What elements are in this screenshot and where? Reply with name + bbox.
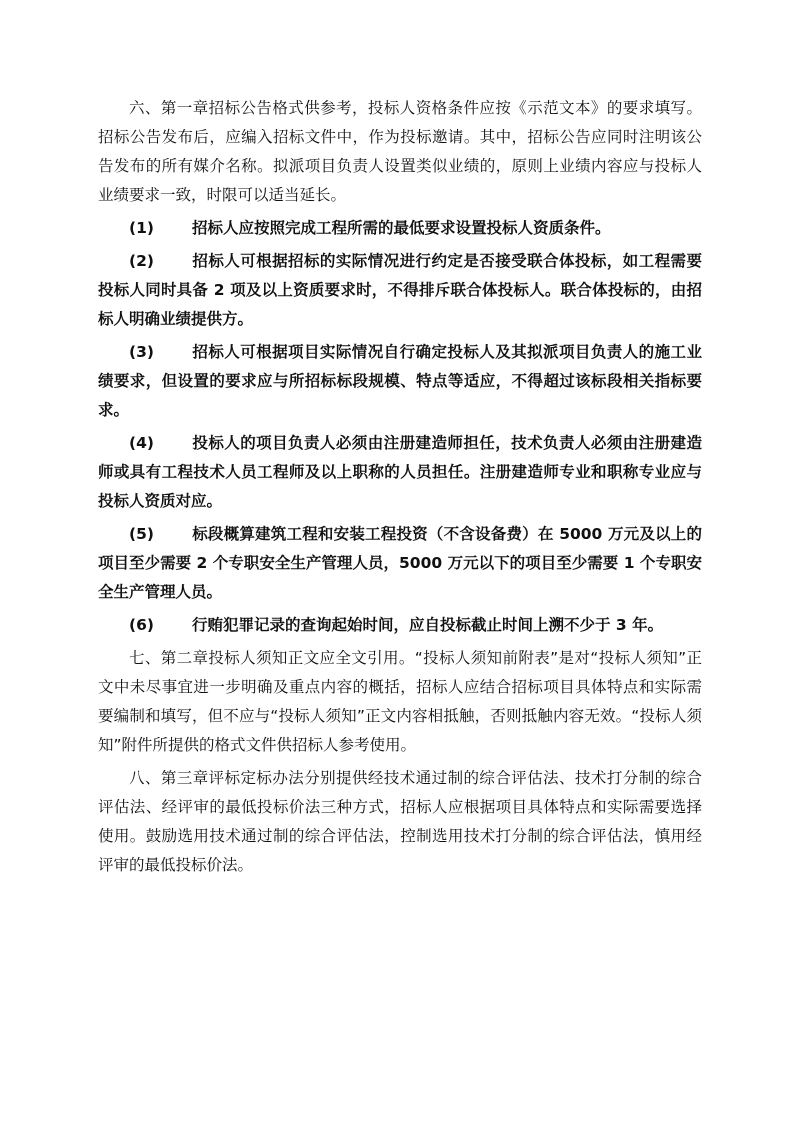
list-item-4 <box>98 429 702 516</box>
paragraph-text: 八、第三章评标定标办法分别提供经技术通过制的综合评估法、技术打分制的综合评估法、经评审的最低投标价法三种方式，招标人应根据项目具体特点和实际需要选择使用。鼓励选用技术通过制的综合评估法，控制选用技术打分制的综合评估法，慎用经评审的最低投标价法。 <box>98 769 702 874</box>
paragraph-seven <box>98 644 702 760</box>
list-item-3 <box>98 338 702 425</box>
document-body <box>98 94 702 880</box>
list-item-text: 投标人的项目负责人必须由注册建造师担任，技术负责人必须由注册建造师或具有工程技术人员工程师及以上职称的人员担任。注册建造师专业和职称专业应与投标人资质对应。 <box>98 434 702 510</box>
list-item-2 <box>98 247 702 334</box>
list-item-text: 招标人可根据项目实际情况自行确定投标人及其拟派项目负责人的施工业绩要求，但设置的要求应与所招标标段规模、特点等适应，不得超过该标段相关指标要求。 <box>98 343 702 419</box>
list-item-text: 招标人应按照完成工程所需的最低要求设置投标人资质条件。 <box>192 219 611 237</box>
list-item-1 <box>98 214 702 243</box>
paragraph-six <box>98 94 702 210</box>
list-item-number: (1) <box>129 219 154 237</box>
list-item-number: (4) <box>129 434 154 452</box>
list-item-6 <box>98 611 702 640</box>
list-item-number: (3) <box>129 343 154 361</box>
paragraph-text: 七、第二章投标人须知正文应全文引用。“投标人须知前附表”是对“投标人须知”正文中未尽事宜进一步明确及重点内容的概括，招标人应结合招标项目具体特点和实际需要编制和填写，但不应与“投标人须知”正文内容相抵触，否则抵触内容无效。“投标人须知”附件所提供的格式文件供招标人参考使用。 <box>98 649 702 754</box>
list-item-number: (6) <box>129 616 154 634</box>
paragraph-eight <box>98 764 702 880</box>
list-item-text: 行贿犯罪记录的查询起始时间，应自投标截止时间上溯不少于 3 年。 <box>192 616 664 634</box>
list-item-number: (2) <box>129 252 154 270</box>
list-item-text: 招标人可根据招标的实际情况进行约定是否接受联合体投标，如工程需要投标人同时具备 2 项及以上资质要求时，不得排斥联合体投标人。联合体投标的，由招标人明确业绩提供方。 <box>98 252 702 328</box>
paragraph-text: 六、第一章招标公告格式供参考，投标人资格条件应按《示范文本》的要求填写。招标公告发布后，应编入招标文件中，作为投标邀请。其中，招标公告应同时注明该公告发布的所有媒介名称。拟派项目负责人设置类似业绩的，原则上业绩内容应与投标人业绩要求一致，时限可以适当延长。 <box>98 99 702 204</box>
list-item-text: 标段概算建筑工程和安装工程投资（不含设备费）在 5000 万元及以上的项目至少需要 2 个专职安全生产管理人员，5000 万元以下的项目至少需要 1 个专职安全生产管理人员。 <box>98 525 702 601</box>
list-item-number: (5) <box>129 525 154 543</box>
list-item-5 <box>98 520 702 607</box>
